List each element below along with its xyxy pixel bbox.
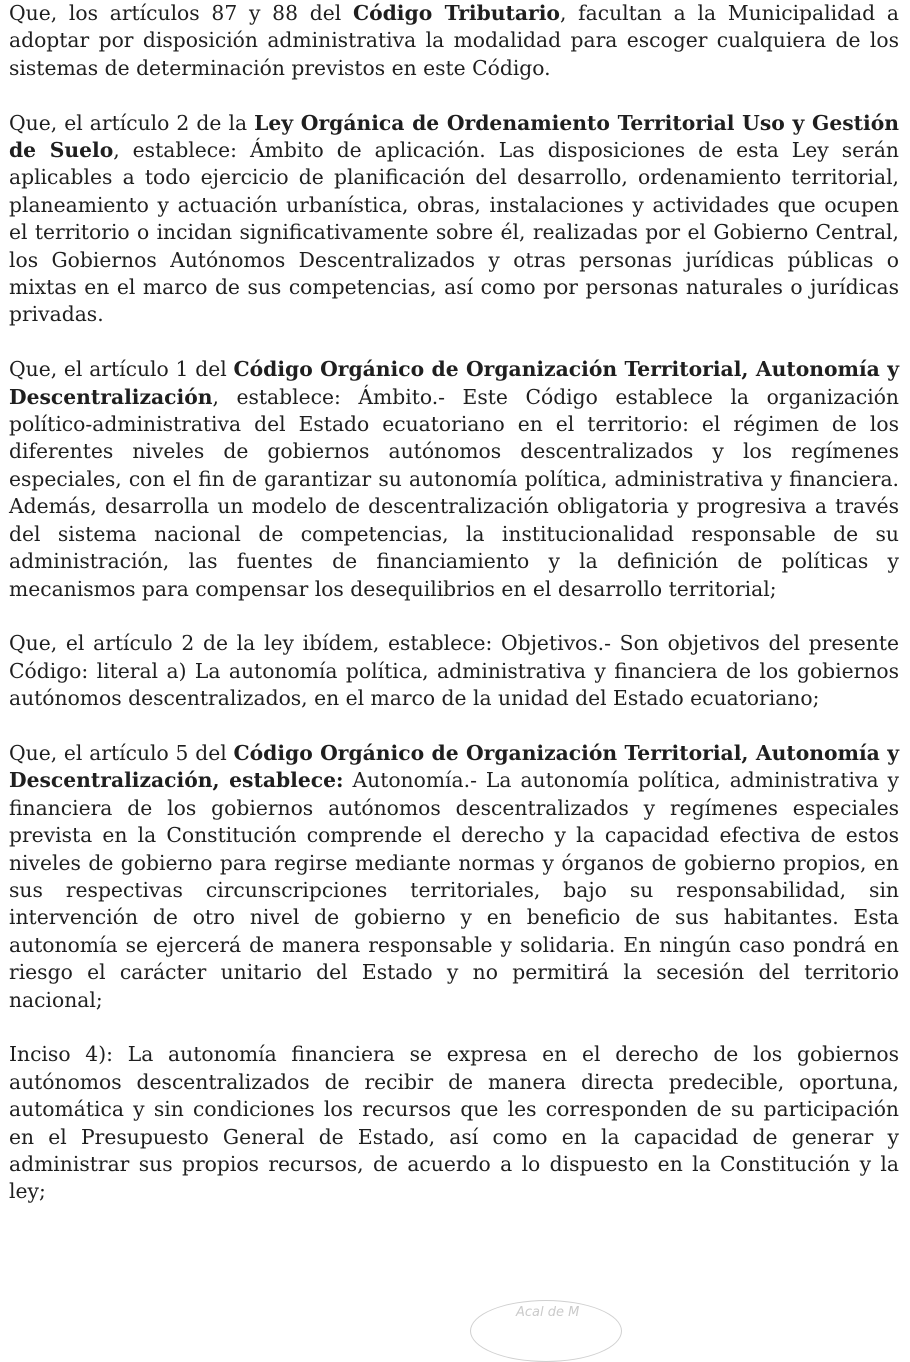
paragraph-cootad-articulo-1 — [9, 356, 899, 603]
paragraph-text: , establece: Ámbito de aplicación. Las disposiciones de esta Ley serán aplicables a todo ejercicio de planificación del desarrollo, ordenamiento territorial, planeamiento y actuación urbanística, obras, instalaciones y actividades que ocupen el territorio o incidan significativamente sobre él, realizadas por el Gobierno Central, los Gobiernos Autónomos Descentralizados y otras personas jurídicas públicas o mixtas en el marco de sus competencias, así como por personas naturales o jurídicas privadas. — [9, 138, 899, 327]
paragraph-cootad-articulo-2 — [9, 630, 899, 712]
paragraph-text: Que, el artículo 2 de la — [9, 110, 255, 135]
seal-stamp — [470, 1300, 622, 1362]
law-reference: Ley Orgánica de Ordenamiento Territorial Uso y Gestión de Suelo — [9, 110, 899, 163]
paragraph-text: Autonomía.- La autonomía política, administrativa y financiera de los gobiernos autónomos descentralizados y regímenes especiales prevista en la Constitución comprende el derecho y la capacidad efectiva de estos niveles de gobierno para regirse mediante normas y órganos de gobierno propios, en sus respectivas circunscripciones territoriales, bajo su responsabilidad, sin intervención de otro nivel de gobierno y en beneficio de sus habitantes. Esta autonomía se ejercerá de manera responsable y solidaria. En ningún caso pondrá en riesgo el carácter unitario del Estado y no permitirá la secesión del territorio nacional; — [9, 768, 899, 1012]
seal-stamp-text: Acal de M — [516, 1305, 580, 1320]
law-reference: Código Orgánico de Organización Territorial, Autonomía y Descentralización, establece: — [9, 740, 899, 793]
paragraph-text: Que, el artículo 1 del — [9, 357, 234, 382]
law-reference: Código Tributario — [352, 1, 560, 25]
paragraph-text: Que, el artículo 2 de la ley ibídem, establece: Objetivos.- Son objetivos del presente Código: literal a) La autonomía política, administrativa y financiera de los gobiernos autónomos descentralizados, en el marco de la unidad del Estado ecuatoriano; — [9, 631, 899, 711]
paragraph-cootad-articulo-5 — [9, 740, 899, 1014]
paragraph-ley-ordenamiento — [9, 110, 899, 329]
paragraph-text: Que, los artículos 87 y 88 del — [9, 1, 353, 25]
paragraph-text: , facultan a la Municipalidad a adoptar por disposición administrativa la modalidad para escoger cualquiera de los sistemas de determinación previstos en este Código. — [9, 1, 899, 80]
paragraph-inciso-4 — [9, 1041, 899, 1205]
paragraph-codigo-tributario — [9, 0, 899, 82]
paragraph-text: Inciso 4): La autonomía financiera se expresa en el derecho de los gobiernos autónomos descentralizados de recibir de manera directa predecible, oportuna, automática y sin condiciones los recursos que les corresponden de su participación en el Presupuesto General de Estado, así como en la capacidad de generar y administrar sus propios recursos, de acuerdo a lo dispuesto en la Constitución y la ley; — [9, 1042, 899, 1204]
paragraph-text: , establece: Ámbito.- Este Código establece la organización político-administrativa del Estado ecuatoriano en el territorio: el régimen de los diferentes niveles de gobiernos autónomos descentralizados y los regímenes especiales, con el fin de garantizar su autonomía política, administrativa y financiera. Además, desarrolla un modelo de descentralización obligatoria y progresiva a través del sistema nacional de competencias, la institucionalidad responsable de su administración, las fuentes de financiamiento y la definición de políticas y mecanismos para compensar los desequilibrios en el desarrollo territorial; — [9, 384, 899, 601]
paragraph-text: Que, el artículo 5 del — [9, 740, 234, 765]
document-body — [9, 0, 899, 1233]
law-reference: Código Orgánico de Organización Territorial, Autonomía y Descentralización — [9, 357, 899, 409]
